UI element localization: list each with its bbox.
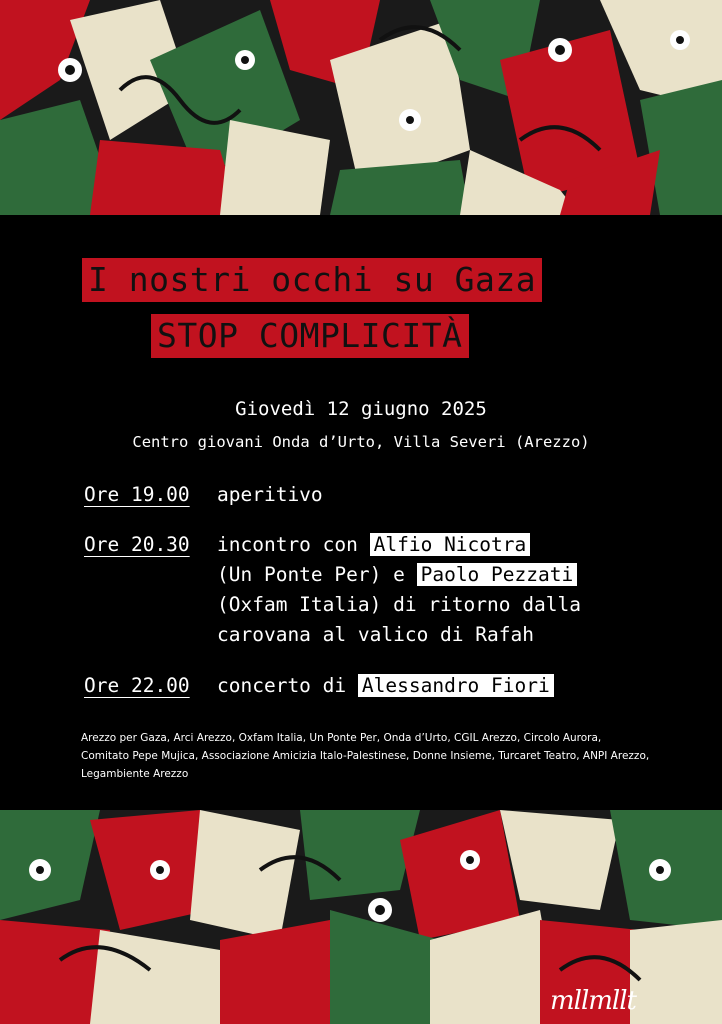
desc-text: concerto di: [217, 674, 358, 697]
organizers-list: Arezzo per Gaza, Arci Arezzo, Oxfam Italia, Un Ponte Per, Onda d’Urto, CGIL Arezzo, Circolo Aurora, Comitato Pepe Mujica, Associazione Amicizia Italo-Palestinese, Donne Insieme, Turcaret Teatro, ANPI Arezzo, Legambiente Arezzo: [81, 732, 650, 780]
schedule-description: aperitivo: [217, 483, 323, 506]
schedule-time: Ore 22.00: [84, 674, 190, 697]
poster-content: [0, 215, 722, 810]
title-line-2: STOP COMPLICITÀ: [151, 314, 469, 358]
artist-signature: mllmllt: [549, 986, 636, 1016]
event-date: Giovedì 12 giugno 2025: [235, 398, 487, 420]
top-illustration: [0, 0, 722, 215]
schedule-time: Ore 20.30: [84, 533, 190, 556]
schedule-description: [217, 530, 657, 650]
desc-text: carovana al valico di Rafah: [217, 623, 534, 646]
schedule-description: [217, 671, 657, 701]
desc-text: (Un Ponte Per) e: [217, 563, 417, 586]
title-line-1: I nostri occhi su Gaza: [82, 258, 542, 302]
speaker-name-highlight: Paolo Pezzati: [417, 563, 578, 586]
desc-text: (Oxfam Italia) di ritorno dalla: [217, 593, 581, 616]
speaker-name-highlight: Alfio Nicotra: [370, 533, 531, 556]
performer-name-highlight: Alessandro Fiori: [358, 674, 554, 697]
event-venue: Centro giovani Onda d’Urto, Villa Severi (Arezzo): [132, 433, 590, 451]
schedule-time: Ore 19.00: [84, 483, 190, 506]
desc-text: incontro con: [217, 533, 370, 556]
bottom-illustration: [0, 810, 722, 1024]
